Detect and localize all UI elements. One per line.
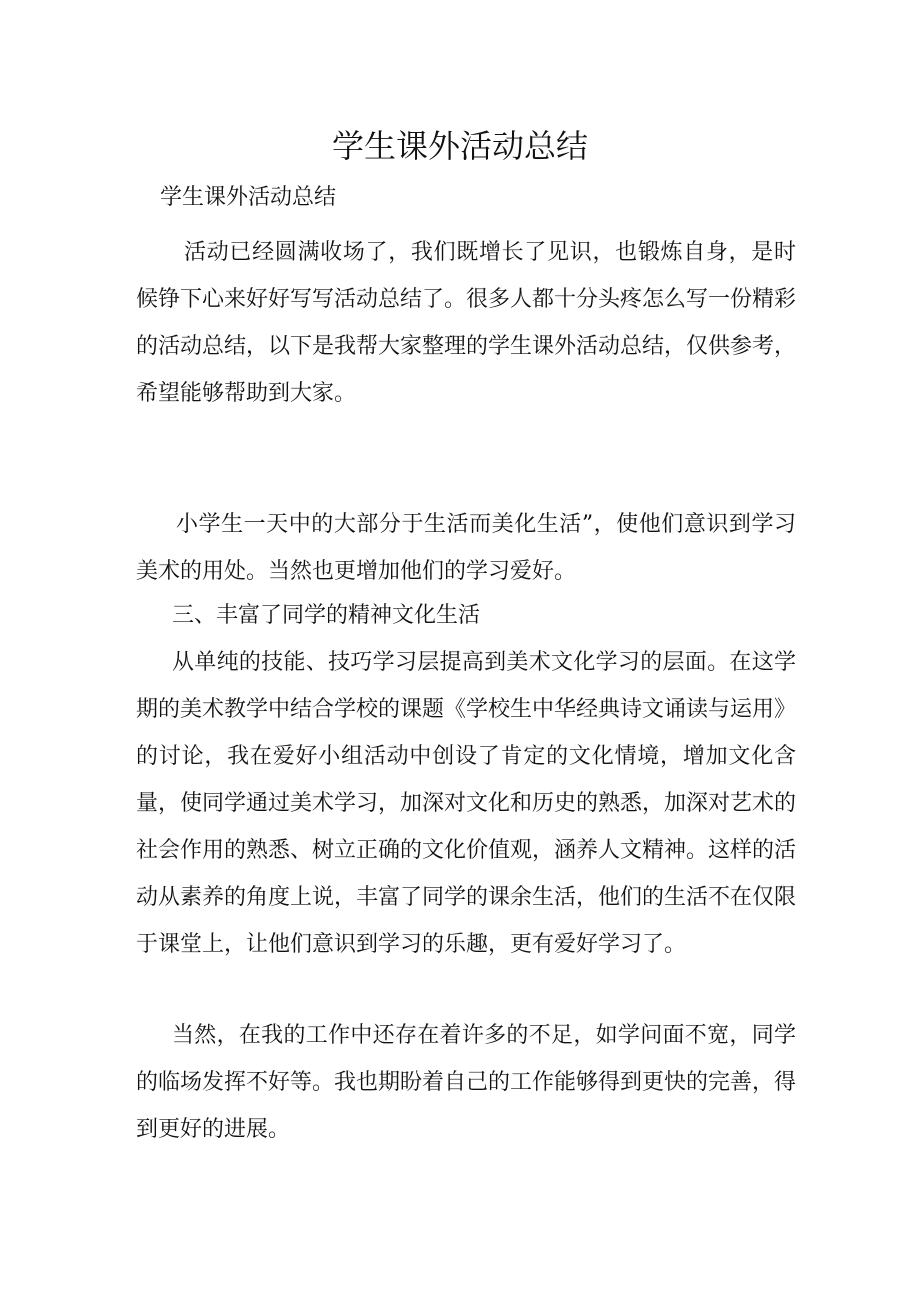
intro-paragraph: 活动已经圆满收场了，我们既增长了见识，也锻炼自身，是时候铮下心来好好写写活动总结了。很多人都十分头疼怎么写一份精彩的活动总结，以下是我帮大家整理的学生课外活动总结，仅供参考，希望能够帮助到大家。 [136,240,797,406]
document-subtitle: 学生课外活动总结 [160,185,337,210]
document-title: 学生课外活动总结 [331,127,588,165]
body-paragraph-2: 从单纯的技能、技巧学习层提高到美术文化学习的层面。在这学期的美术教学中结合学校的课题《学校生中华经典诗文诵读与运用》的讨论，我在爱好小组活动中创设了肯定的文化情境，增加文化含量，使同学通过美术学习，加深对文化和历史的熟悉，加深对艺术的社会作用的熟悉、树立正确的文化价值观，涵养人文精神。这样的活动从素养的角度上说，丰富了同学的课余生活，他们的生活不在仅限于课堂上，让他们意识到学习的乐趣，更有爱好学习了。 [136,650,797,957]
section-heading: 三、丰富了同学的精神文化生活 [172,603,481,628]
body-paragraph-1: 小学生一天中的大部分于生活而美化生活”，使他们意识到学习美术的用处。当然也更增加他们的学习爱好。 [136,512,796,584]
body-paragraph-3: 当然，在我的工作中还存在着许多的不足，如学问面不宽，同学的临场发挥不好等。我也期盼着自己的工作能够得到更快的完善，得到更好的进展。 [136,1023,797,1142]
